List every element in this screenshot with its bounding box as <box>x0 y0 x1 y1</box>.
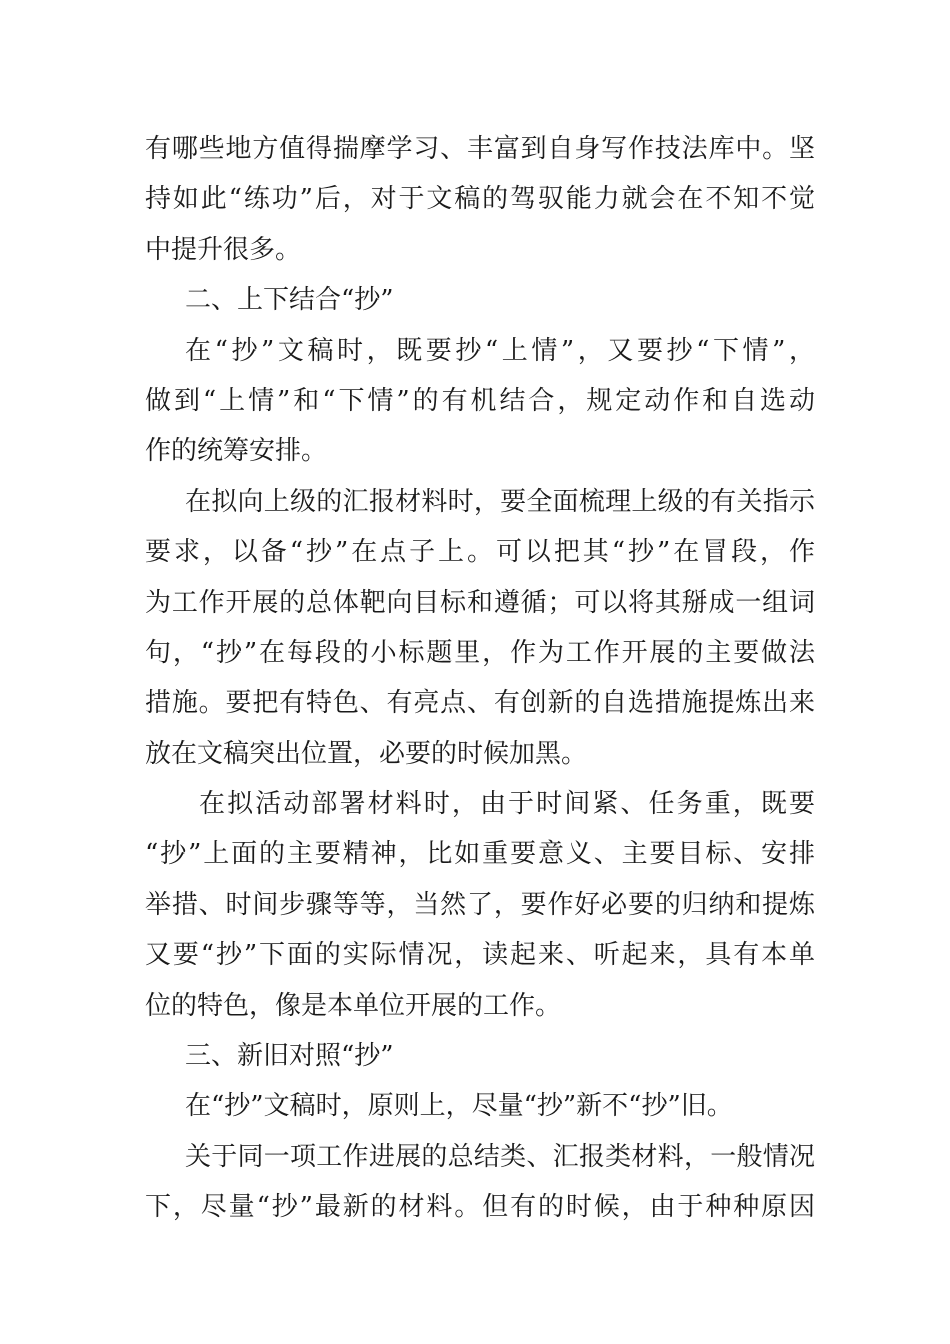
paragraph-line: 关于同一项工作进展的总结类、汇报类材料，一般情况 <box>185 1141 815 1172</box>
paragraph-line: 句，“抄”在每段的小标题里，作为工作开展的主要做法 <box>145 637 815 668</box>
document-body <box>145 124 815 1233</box>
paragraph-line: 为工作开展的总体靶向目标和遵循；可以将其掰成一组词 <box>145 587 815 618</box>
paragraph-line: “抄”上面的主要精神，比如重要意义、主要目标、安排 <box>145 839 815 870</box>
paragraph-line: 下，尽量“抄”最新的材料。但有的时候，由于种种原因 <box>145 1192 815 1223</box>
section-heading: 三、新旧对照“抄” <box>185 1041 394 1072</box>
paragraph-line: 在“抄”文稿时，既要抄“上情”，又要抄“下情”， <box>185 335 815 366</box>
paragraph-line: 在“抄”文稿时，原则上，尽量“抄”新不“抄”旧。 <box>185 1091 733 1122</box>
paragraph-line: 措施。要把有特色、有亮点、有创新的自选措施提炼出来 <box>145 688 815 719</box>
paragraph-line: 又要“抄”下面的实际情况，读起来、听起来，具有本单 <box>145 940 815 971</box>
paragraph-line: 要求，以备“抄”在点子上。可以把其“抄”在冒段，作 <box>145 537 815 568</box>
paragraph-line: 位的特色，像是本单位开展的工作。 <box>145 990 562 1021</box>
paragraph-line: 在拟向上级的汇报材料时，要全面梳理上级的有关指示 <box>185 486 815 517</box>
paragraph-line: 作的统筹安排。 <box>145 436 328 467</box>
section-heading: 二、上下结合“抄” <box>185 285 394 316</box>
paragraph-line: 中提升很多。 <box>145 234 302 265</box>
paragraph-line: 在拟活动部署材料时，由于时间紧、任务重，既要 <box>199 789 815 820</box>
paragraph-line: 做到“上情”和“下情”的有机结合，规定动作和自选动 <box>145 385 815 416</box>
paragraph-line: 放在文稿突出位置，必要的时候加黑。 <box>145 738 588 769</box>
paragraph-line: 持如此“练功”后，对于文稿的驾驭能力就会在不知不觉 <box>145 184 815 215</box>
paragraph-line: 举措、时间步骤等等，当然了，要作好必要的归纳和提炼 <box>145 889 815 920</box>
paragraph-line: 有哪些地方值得揣摩学习、丰富到自身写作技法库中。坚 <box>145 134 815 164</box>
